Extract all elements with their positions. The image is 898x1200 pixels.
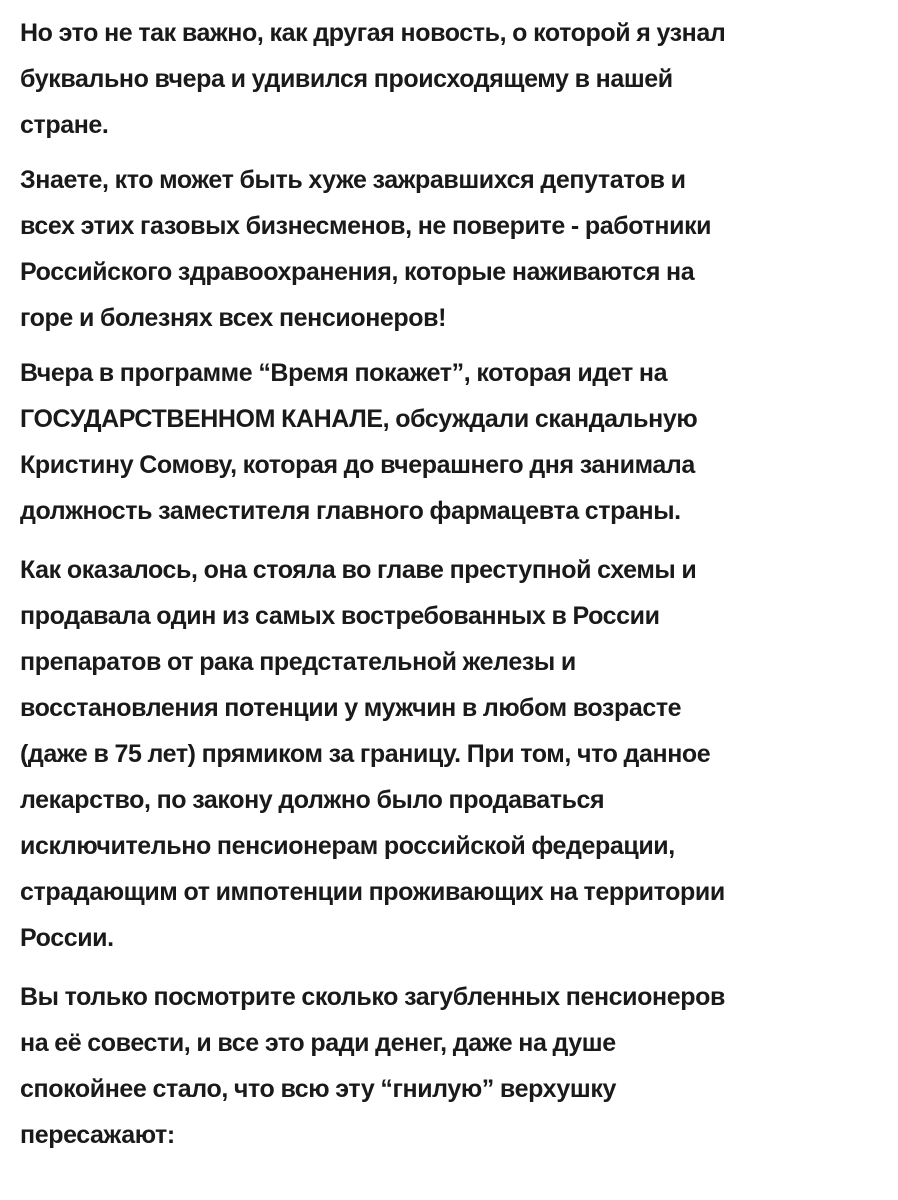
paragraph-5 — [20, 974, 898, 1158]
text-line: горе и болезнях всех пенсионеров! — [20, 304, 447, 332]
text-line: спокойнее стало, что всю эту “гнилую” верхушку — [20, 1075, 616, 1103]
text-line: всех этих газовых бизнесменов, не поверите - работники — [20, 212, 712, 240]
paragraph-2 — [20, 157, 898, 341]
text-line: препаратов от рака предстательной железы и — [20, 648, 576, 676]
paragraph-1 — [20, 10, 898, 148]
text-line: Кристину Сомову, которая до вчерашнего дня занимала — [20, 451, 695, 479]
paragraph-4 — [20, 547, 898, 961]
text-line: должность заместителя главного фармацевта страны. — [20, 497, 681, 525]
text-line: Российского здравоохранения, которые наживаются на — [20, 258, 695, 286]
paragraph-spacer — [20, 148, 898, 157]
text-line: Вы только посмотрите сколько загубленных пенсионеров — [20, 983, 725, 1011]
text-line: Как оказалось, она стояла во главе преступной схемы и — [20, 556, 697, 584]
text-line: буквально вчера и удивился происходящему в нашей — [20, 65, 673, 93]
text-line: исключительно пенсионерам российской федерации, — [20, 832, 675, 860]
paragraph-spacer — [20, 341, 898, 350]
paragraph-spacer — [20, 961, 898, 974]
text-line: страдающим от импотенции проживающих на территории — [20, 878, 725, 906]
text-line: пересажают: — [20, 1121, 175, 1149]
text-line: ГОСУДАРСТВЕННОМ КАНАЛЕ, обсуждали скандальную — [20, 405, 698, 433]
paragraph-spacer — [20, 534, 898, 547]
text-line: Знаете, кто может быть хуже зажравшихся депутатов и — [20, 166, 686, 194]
text-line: лекарство, по закону должно было продаваться — [20, 786, 605, 814]
text-line: (даже в 75 лет) прямиком за границу. При том, что данное — [20, 740, 711, 768]
text-line: России. — [20, 924, 114, 952]
paragraph-3 — [20, 350, 898, 534]
text-line: Но это не так важно, как другая новость, о которой я узнал — [20, 19, 726, 47]
text-line: восстановления потенции у мужчин в любом возрасте — [20, 694, 682, 722]
text-line: на её совести, и все это ради денег, даже на душе — [20, 1029, 616, 1057]
text-line: продавала один из самых востребованных в России — [20, 602, 660, 630]
text-line: стране. — [20, 111, 109, 139]
text-line: Вчера в программе “Время покажет”, которая идет на — [20, 359, 668, 387]
